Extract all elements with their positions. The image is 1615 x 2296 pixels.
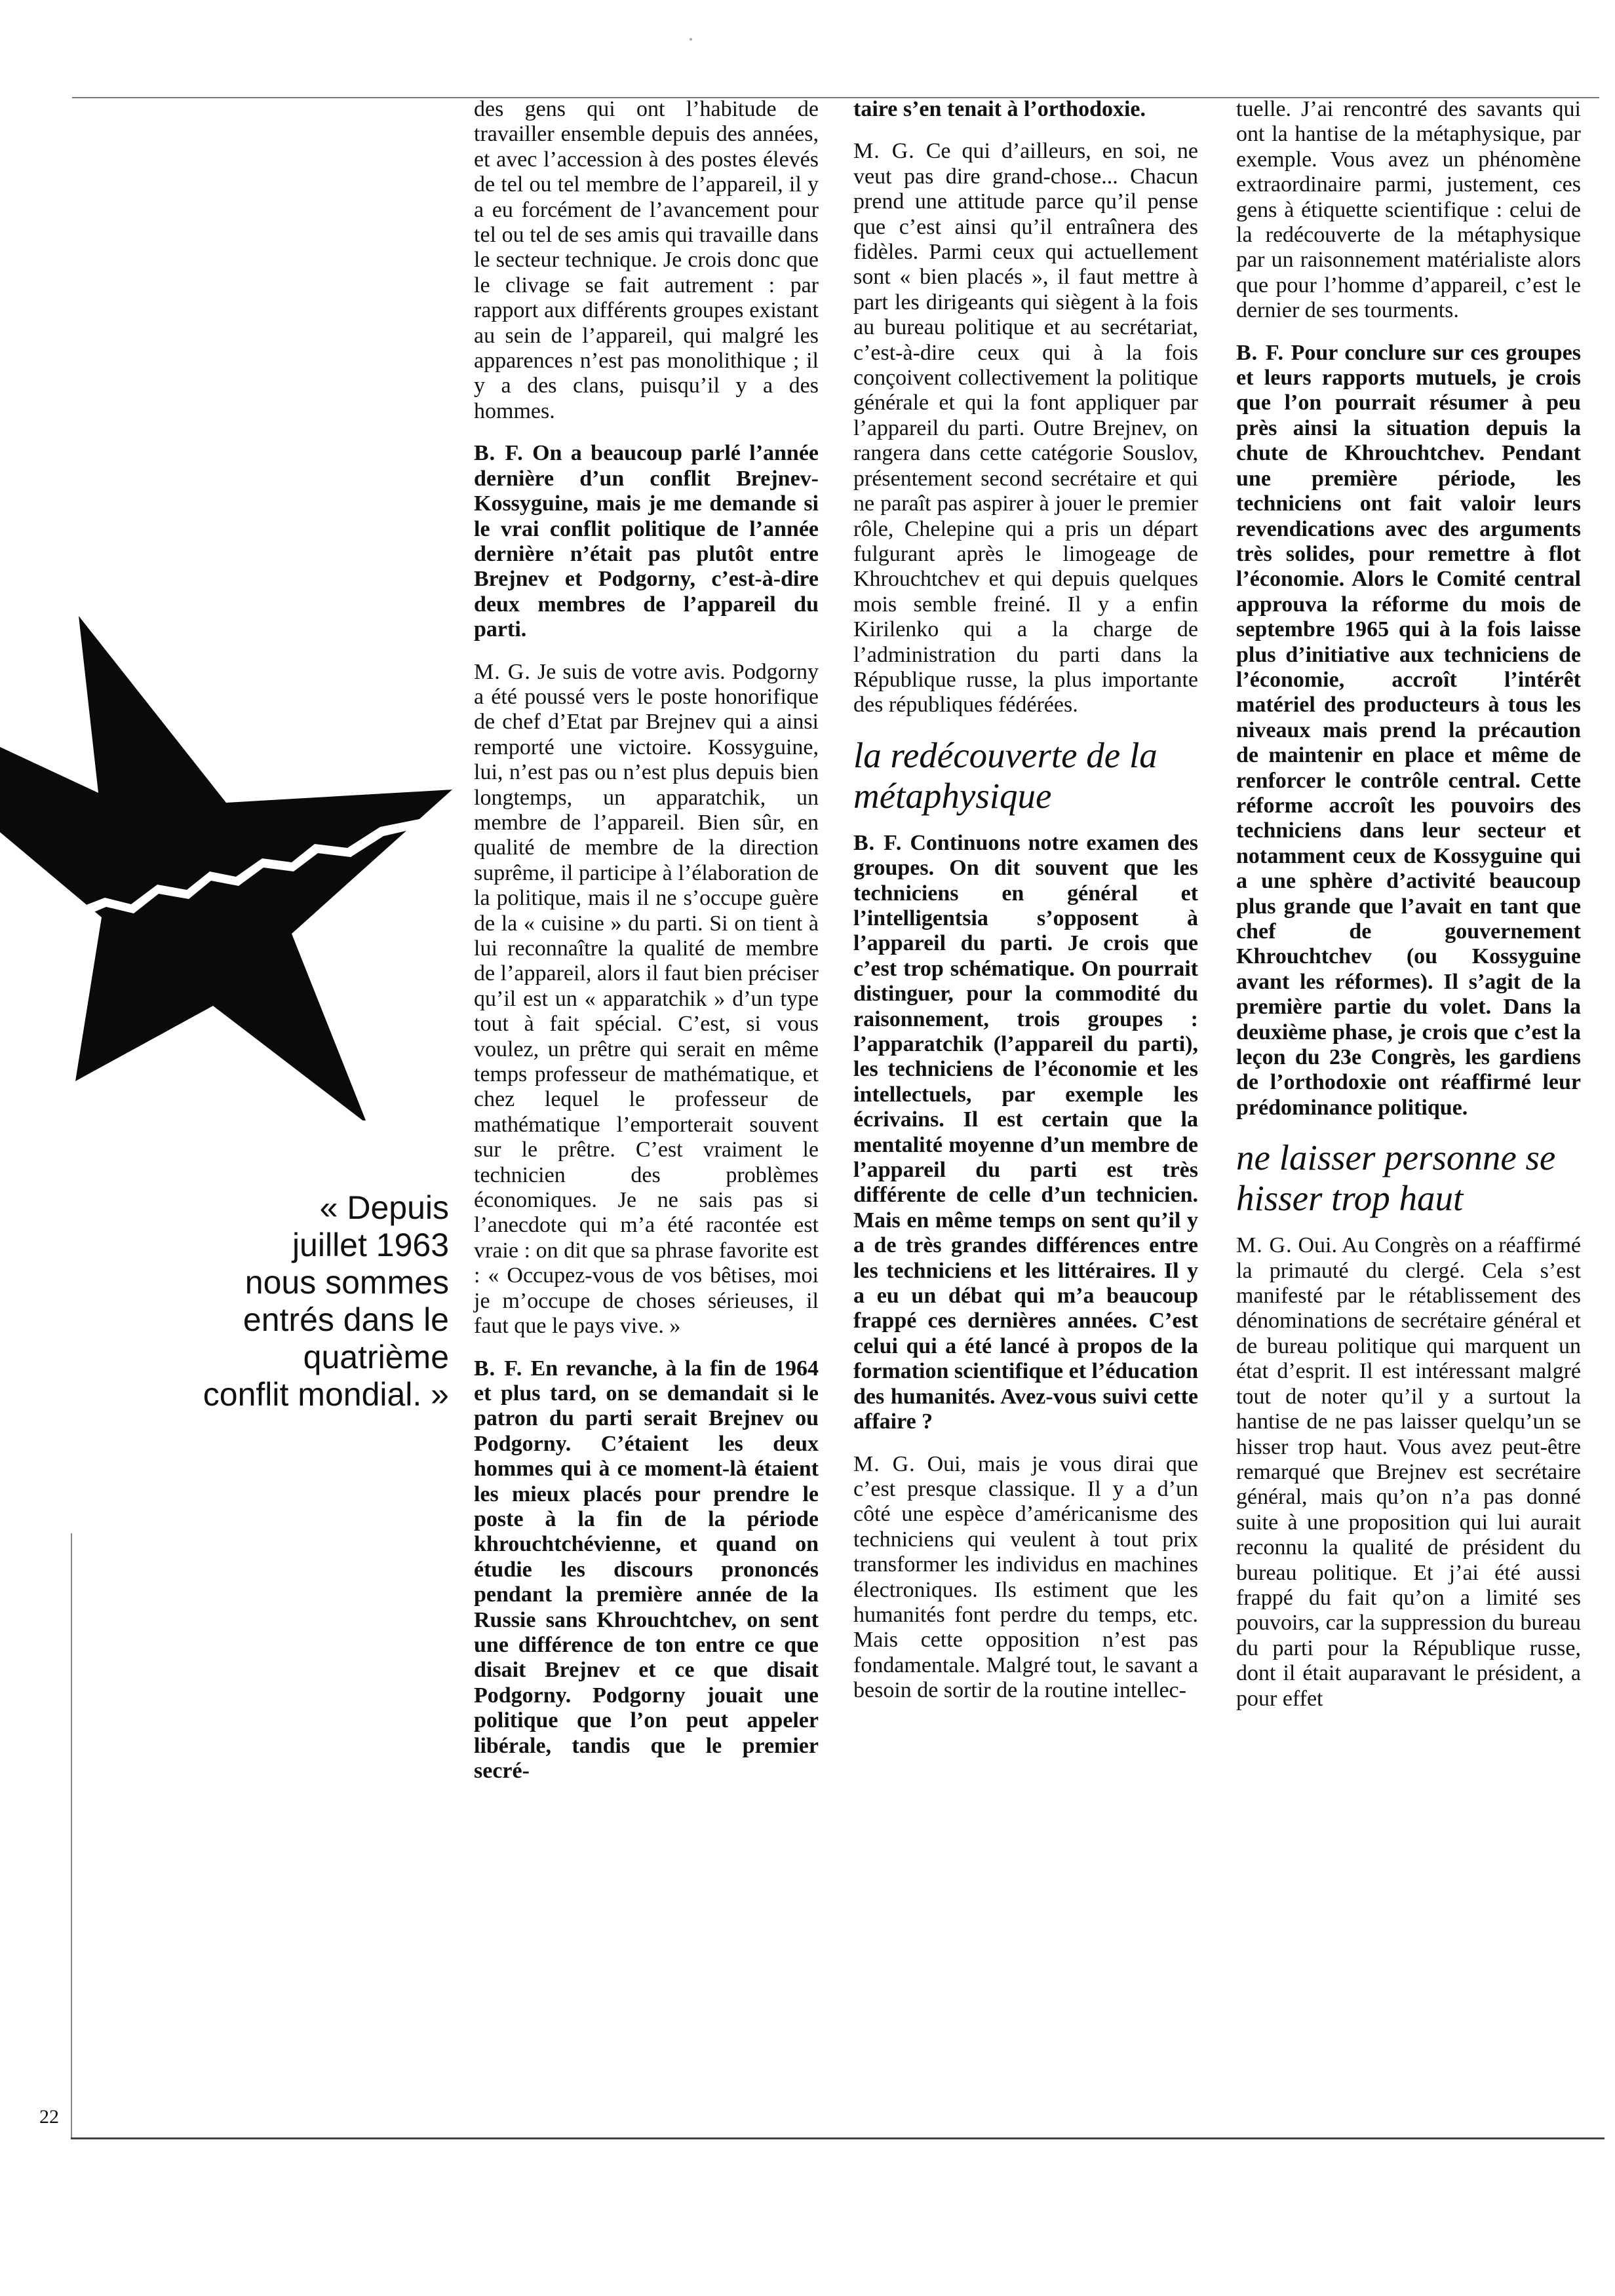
pull-quote-line: conflit mondial. » (203, 1376, 449, 1413)
answer-paragraph (853, 139, 1198, 718)
pull-quote-line: entrés dans le (243, 1301, 449, 1338)
question-text: Continuons notre examen des groupes. On dit souvent que les techniciens en général et l’intelligentsia s’opposent à l’appareil du parti. Je crois que c’est trop schématique. On pourrait distinguer, pour la commodité du raisonnement, trois groupes : l’apparatchik (l’appareil du parti), les techniciens de l’économie et les intellectuels, par exemple les écrivains. Il est certain que la mentalité moyenne d’un membre de l’appareil du parti est très différente de celle d’un technicien. Mais en même temps on sent qu’il y a de très grandes différences entre les techniciens et les littéraires. Il y a eu un débat qui m’a beaucoup frappé ces dernières années. C’est celui qui a été lancé à propos de la formation scientifique et l’éducation des humanités. Avez-vous suivi cette affaire ? (853, 830, 1199, 1434)
bottom-rule (71, 2137, 1605, 2139)
speaker-label: M. G. (853, 1451, 916, 1476)
speaker-label: B. F. (853, 830, 903, 855)
question-continuation: taire s’en tenait à l’orthodoxie. (853, 97, 1146, 121)
speaker-label: B. F. (474, 1356, 523, 1381)
answer-text: Oui. Au Congrès on a réaffirmé la primauté du clergé. Cela s’est manifesté par le rétablissement des dénominations de secrétaire général et de bureau politique qui marquent un état d’esprit. Il est intéressant malgré tout de noter qu’il y a surtout la hantise de ne pas laisser quelqu’un se hisser trop haut. Vous avez peut-être remarqué que Brejnev est secrétaire général, mais qu’on n’a pas donné suite à une proposition qui lui aurait reconnu la qualité de président du bureau politique. Et j’ai été aussi frappé du fait qu’on a limité ses pouvoirs, car la suppression du bureau du parti pour la République russe, dont il était auparavant le président, a pour effet (1236, 1233, 1581, 1711)
text-column-1 (474, 97, 819, 1801)
answer-text: Oui, mais je vous dirai que c’est presque classique. Il y a d’un côté une espèce d’américanisme des techniciens qui veulent à tout prix transformer les individus en machines électroniques. Ils estiment que les humanités font perdre du temps, etc. Mais cette opposition n’est pas fondamentale. Malgré tout, le savant a besoin de sortir de la routine intellec- (853, 1451, 1198, 1703)
answer-text: Ce qui d’ailleurs, en soi, ne veut pas dire grand-chose... Chacun prend une attitude parce qu’il pense que c’est ainsi qu’il entraînera des fidèles. Parmi ceux qui actuellement sont « bien placés », il faut mettre à part les dirigeants qui siègent à la fois au bureau politique et au secrétariat, c’est-à-dire ceux qui à la fois conçoivent collectivement la politique générale et qui la font appliquer par l’appareil du parti. Outre Brejnev, on rangera dans cette catégorie Souslov, présentement second secrétaire et qui ne paraît pas aspirer à jouer le premier rôle, Chelepine qui a pris un départ fulgurant après le limogeage de Khrouchtchev et qui depuis quelques mois semble freiné. Il y a enfin Kirilenko qui a la charge de l’administration du parti dans la République russe, la plus importante des républiques fédérées. (853, 139, 1198, 718)
pull-quote-line: juillet 1963 (292, 1227, 449, 1263)
question-text: On a beaucoup parlé l’année dernière d’un conflit Brejnev-Kossyguine, mais je me demande si le vrai conflit politique de l’année dernière n’était pas plutôt entre Brejnev et Podgorny, c’est-à-dire deux membres de l’appareil du parti. (474, 441, 819, 642)
question-text: Pour conclure sur ces groupes et leurs rapports mutuels, je crois que l’on pourrait résumer à peu près ainsi la situation depuis la chute de Khrouchtchev. Pendant une première période, les techniciens ont fait valoir leurs revendications avec des arguments très solides, pour remettre à flot l’économie. Alors le Comité central approuva la réforme du mois de septembre 1965 qui à la fois laisse plus d’initiative aux techniciens de l’économie, accroît l’intérêt matériel des producteurs à tous les niveaux mais prend la précaution de maintenir en place et même de renforcer le contrôle central. Cette réforme accroît les pouvoirs des techniciens dans leur secteur et notamment ceux de Kossyguine qui a une sphère d’activité beaucoup plus grande que l’avait en tant que chef de gouvernement Khrouchtchev (ou Kossyguine avant les réformes). Il s’agit de la première partie du volet. Dans la deuxième phase, je crois que c’est la leçon du 23e Congrès, les gardiens de l’orthodoxie ont réaffirmé leur prédominance politique. (1236, 340, 1581, 1120)
question-text: En revanche, à la fin de 1964 et plus tard, on se demandait si le patron du parti serait Brejnev ou Podgorny. C’étaient les deux hommes qui à ce moment-là étaient les mieux placés pour prendre le poste à la fin de la période khrouchtchévienne, et quand on étudie les discours prononcés pendant la première année de la Russie sans Khrouchtchev, on sent une différence de ton entre ce que disait Brejnev et ce que disait Podgorny. Podgorny jouait une politique que l’on peut appeler libérale, tandis que le premier secré- (474, 1356, 819, 1783)
answer-continuation: tuelle. J’ai rencontré des savants qui ont la hantise de la métaphysique, par exemple. Vous avez un phénomène extraordinaire parmi, justement, ces gens à étiquette scientifique : celui de la redécouverte de la métaphysique par un raisonnement matérialiste alors que pour l’homme d’appareil, c’est le dernier de ses tourments. (1236, 97, 1581, 323)
answer-paragraph (853, 1452, 1198, 1704)
section-subheading: la redécouverte de la métaphysique (853, 735, 1158, 816)
section-subheading: ne laisser personne se hisser trop haut (1236, 1138, 1556, 1219)
speaker-label: B. F. (1236, 340, 1284, 365)
question-paragraph (853, 831, 1198, 1435)
star-icon (0, 531, 498, 1120)
broken-star-illustration (0, 531, 498, 1120)
scan-mark (690, 38, 692, 41)
pull-quote (154, 1189, 449, 1413)
speaker-label: M. G. (853, 139, 915, 164)
answer-text: Je suis de votre avis. Podgorny a été poussé vers le poste honorifique de chef d’Etat par Brejnev qui a ainsi remporté une victoire. Kossyguine, lui, n’est pas ou n’est plus depuis bien longtemps, un apparatchik, un membre de l’appareil. Bien sûr, en qualité de membre de la direction suprême, il participe à l’élaboration de la politique, mais il ne s’occupe guère de la « cuisine » du parti. Si on tient à lui reconnaître la qualité de membre de l’appareil, alors il faut bien préciser qu’il est un « apparatchik » d’un type tout à fait spécial. C’est, si vous voulez, un prêtre qui serait en même temps professeur de mathématique, et chez lequel le professeur de mathématique l’emporterait souvent sur le prêtre. C’est vraiment le technicien des problèmes économiques. Je ne sais pas si l’anecdote qui m’a été racontée est vraie : on dit que sa phrase favorite est : « Occupez-vous de vos bêtises, moi je m’occupe de choses sérieuses, il faut que le pays vive. » (474, 659, 819, 1339)
speaker-label: M. G. (1236, 1233, 1293, 1258)
page-number: 22 (39, 2106, 59, 2128)
text-column-2 (853, 97, 1198, 1721)
pull-quote-line: nous sommes (244, 1264, 449, 1301)
speaker-label: M. G. (474, 659, 531, 684)
question-paragraph (1236, 341, 1581, 1121)
margin-rule (71, 1533, 72, 2137)
pull-quote-line: quatrième (303, 1339, 449, 1375)
pull-quote-line: « Depuis (319, 1189, 449, 1226)
answer-paragraph (474, 660, 819, 1339)
paragraph: des gens qui ont l’habitude de travailler ensemble depuis des années, et avec l’accession à des postes élevés de tel ou tel membre de l’appareil, il y a eu forcément de l’avancement pour tel ou tel de ses amis qui travaille dans le secteur technique. Je crois donc que le clivage se fait autrement : par rapport aux différents groupes existant au sein de l’appareil, qui malgré les apparences n’est pas monolithique ; il y a des clans, puisqu’il y a des hommes. (474, 97, 819, 423)
question-paragraph (474, 441, 819, 642)
text-column-3 (1236, 97, 1581, 1729)
answer-paragraph (1236, 1233, 1581, 1712)
question-paragraph (474, 1356, 819, 1784)
speaker-label: B. F. (474, 441, 524, 466)
